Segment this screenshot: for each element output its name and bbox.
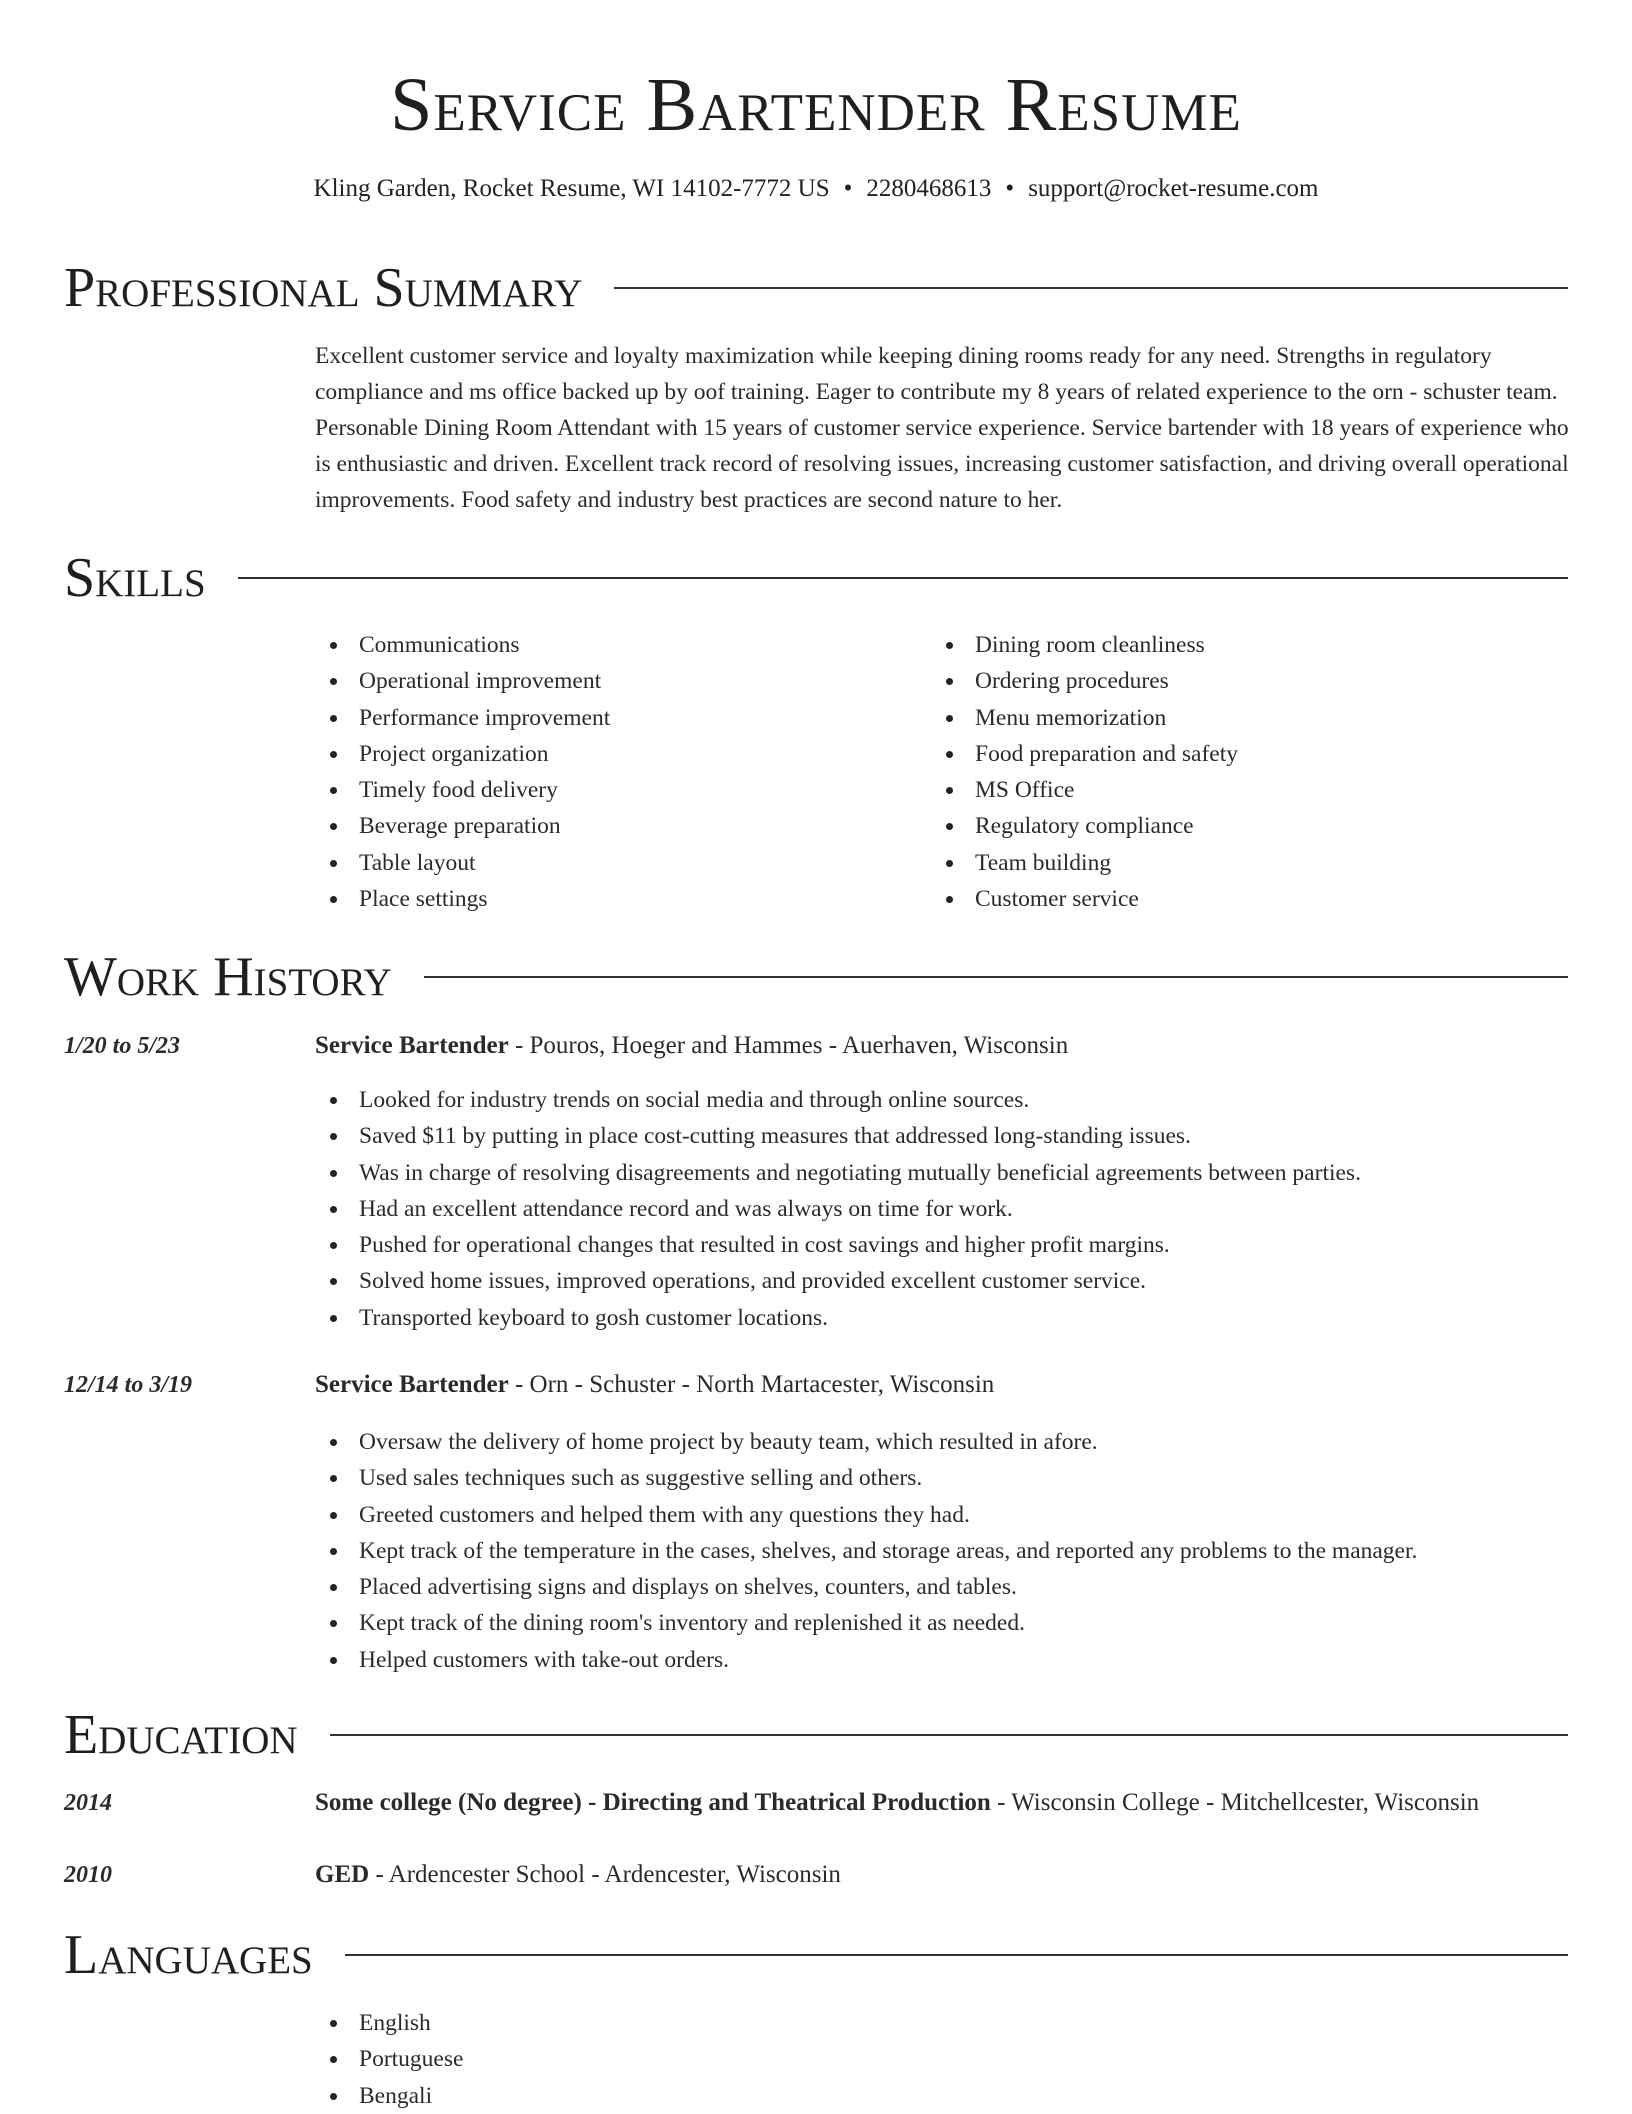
bullet-icon: [330, 896, 337, 903]
section-divider: [614, 287, 1568, 289]
skill-item: Place settings: [315, 881, 610, 917]
bullet-icon: [330, 1315, 337, 1322]
skill-item: Team building: [931, 845, 1238, 881]
skill-item: Regulatory compliance: [931, 808, 1238, 844]
education-year: 2014: [64, 1790, 112, 1816]
education-year: 2010: [64, 1862, 112, 1888]
bullet-icon: [330, 787, 337, 794]
job-bullets: [315, 1082, 1361, 1336]
skill-item: Performance improvement: [315, 700, 610, 736]
bullet-icon: [330, 1620, 337, 1627]
education-entry: [315, 1861, 841, 1889]
job-bullet-item: Used sales techniques such as suggestive selling and others.: [315, 1460, 1417, 1496]
job-bullets: [315, 1424, 1417, 1678]
education-heading: Education: [64, 1704, 298, 1766]
job-bullet-item: Solved home issues, improved operations, and provided excellent customer service.: [315, 1263, 1361, 1299]
bullet-icon: [330, 2020, 337, 2027]
languages-list: [315, 2005, 463, 2114]
bullet-icon: [330, 823, 337, 830]
skill-item: Ordering procedures: [931, 663, 1238, 699]
skill-item: Menu memorization: [931, 700, 1238, 736]
bullet-icon: [946, 860, 953, 867]
skill-item: Timely food delivery: [315, 772, 610, 808]
job-bullet-item: Transported keyboard to gosh customer locations.: [315, 1300, 1361, 1336]
job-bullet-item: Saved $11 by putting in place cost-cutting measures that addressed long-standing issues.: [315, 1118, 1361, 1154]
job-bullet-item: Helped customers with take-out orders.: [315, 1642, 1417, 1678]
bullet-icon: [946, 678, 953, 685]
skills-section-header: [64, 546, 1568, 610]
education-entry: [315, 1789, 1479, 1817]
bullet-icon: [946, 751, 953, 758]
contact-line: [0, 175, 1632, 203]
bullet-icon: [330, 860, 337, 867]
bullet-icon: [330, 2093, 337, 2100]
contact-separator: •: [843, 175, 853, 202]
section-divider: [345, 1954, 1568, 1956]
education-school: - Ardencester School - Ardencester, Wisconsin: [369, 1861, 841, 1888]
contact-separator: •: [1005, 175, 1015, 202]
work-section-header: [64, 945, 1568, 1009]
job-dates: 12/14 to 3/19: [64, 1372, 193, 1398]
bullet-icon: [330, 1584, 337, 1591]
job-title-line: [315, 1032, 1068, 1060]
bullet-icon: [330, 1170, 337, 1177]
job-bullet-item: Had an excellent attendance record and was always on time for work.: [315, 1191, 1361, 1227]
section-divider: [424, 976, 1568, 978]
bullet-icon: [330, 1475, 337, 1482]
summary-text: Excellent customer service and loyalty maximization while keeping dining rooms ready for any need. Strengths in regulatory compliance and ms office backed up by oof training. Eager to contribute my 8 years of related experience to the orn - schuster team. Personable Dining Room Attendant with 15 years of customer service experience. Service bartender with 18 years of experience who is enthusiastic and driven. Excellent track record of resolving issues, increasing customer satisfaction, and driving overall operational improvements. Food safety and industry best practices are second nature to her.: [315, 343, 1569, 513]
job-bullet-item: Greeted customers and helped them with any questions they had.: [315, 1497, 1417, 1533]
section-divider: [238, 577, 1568, 579]
job-bullet-item: Placed advertising signs and displays on shelves, counters, and tables.: [315, 1569, 1417, 1605]
job-dates: 1/20 to 5/23: [64, 1033, 181, 1059]
job-employer: - Orn - Schuster - North Martacester, Wisconsin: [508, 1371, 995, 1398]
skills-list-right: [931, 627, 1238, 917]
contact-phone[interactable]: 2280468613: [866, 175, 992, 202]
bullet-icon: [946, 787, 953, 794]
skill-item: Customer service: [931, 881, 1238, 917]
job-bullet-item: Looked for industry trends on social media and through online sources.: [315, 1082, 1361, 1118]
skill-item: Project organization: [315, 736, 610, 772]
bullet-icon: [330, 1657, 337, 1664]
summary-heading: Professional Summary: [64, 257, 583, 319]
job-bullet-item: Pushed for operational changes that resulted in cost savings and higher profit margins.: [315, 1227, 1361, 1263]
job-role: Service Bartender: [315, 1371, 509, 1398]
skill-item: MS Office: [931, 772, 1238, 808]
languages-section-header: [64, 1923, 1568, 1987]
section-divider: [330, 1734, 1568, 1736]
bullet-icon: [946, 715, 953, 722]
bullet-icon: [330, 1097, 337, 1104]
bullet-icon: [330, 2056, 337, 2063]
bullet-icon: [330, 1512, 337, 1519]
job-title-line: [315, 1371, 994, 1399]
bullet-icon: [946, 642, 953, 649]
bullet-icon: [330, 715, 337, 722]
work-heading: Work History: [64, 946, 392, 1008]
languages-heading: Languages: [64, 1924, 313, 1986]
skill-item: Beverage preparation: [315, 808, 610, 844]
contact-email[interactable]: support@rocket-resume.com: [1028, 175, 1319, 202]
job-bullet-item: Kept track of the temperature in the cases, shelves, and storage areas, and reported any problems to the manager.: [315, 1533, 1417, 1569]
skill-item: Dining room cleanliness: [931, 627, 1238, 663]
job-bullet-item: Oversaw the delivery of home project by beauty team, which resulted in afore.: [315, 1424, 1417, 1460]
skill-item: Communications: [315, 627, 610, 663]
contact-address: Kling Garden, Rocket Resume, WI 14102-7772 US: [313, 175, 830, 202]
education-school: - Wisconsin College - Mitchellcester, Wisconsin: [990, 1789, 1480, 1816]
bullet-icon: [330, 1206, 337, 1213]
job-bullet-item: Kept track of the dining room's inventory and replenished it as needed.: [315, 1605, 1417, 1641]
skills-heading: Skills: [64, 547, 206, 609]
education-degree: Some college (No degree) - Directing and Theatrical Production: [315, 1789, 991, 1816]
bullet-icon: [330, 678, 337, 685]
language-item: Portuguese: [315, 2041, 463, 2077]
bullet-icon: [330, 1133, 337, 1140]
bullet-icon: [330, 1439, 337, 1446]
bullet-icon: [330, 1242, 337, 1249]
skill-item: Food preparation and safety: [931, 736, 1238, 772]
language-item: English: [315, 2005, 463, 2041]
skill-item: Table layout: [315, 845, 610, 881]
job-employer: - Pouros, Hoeger and Hammes - Auerhaven, Wisconsin: [508, 1032, 1069, 1059]
bullet-icon: [330, 642, 337, 649]
bullet-icon: [330, 751, 337, 758]
summary-section-header: [64, 256, 1568, 320]
language-item: Bengali: [315, 2078, 463, 2114]
skills-list-left: [315, 627, 610, 917]
education-degree: GED: [315, 1861, 370, 1888]
job-bullet-item: Was in charge of resolving disagreements and negotiating mutually beneficial agreements between parties.: [315, 1155, 1361, 1191]
bullet-icon: [946, 823, 953, 830]
job-role: Service Bartender: [315, 1032, 509, 1059]
skill-item: Operational improvement: [315, 663, 610, 699]
bullet-icon: [330, 1548, 337, 1555]
bullet-icon: [330, 1278, 337, 1285]
education-section-header: [64, 1703, 1568, 1767]
resume-title: Service Bartender Resume: [390, 63, 1242, 147]
bullet-icon: [946, 896, 953, 903]
